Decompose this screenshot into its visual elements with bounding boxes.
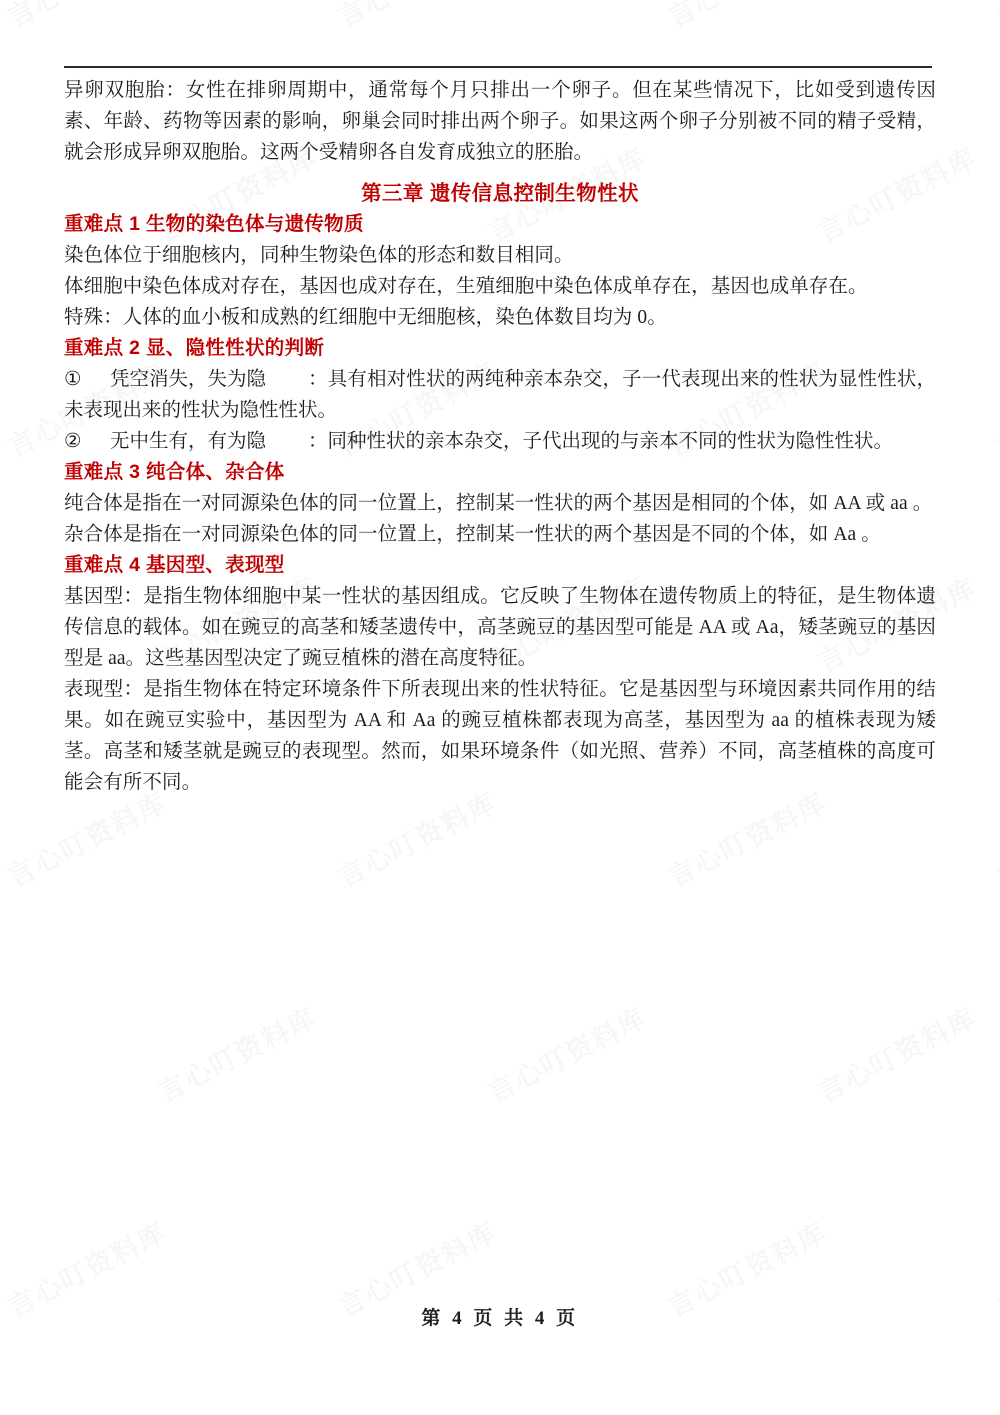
- list-item-lead: 凭空消失，失为隐: [110, 369, 267, 390]
- section-1-paragraph-2: 体细胞中染色体成对存在，基因也成对存在，生殖细胞中染色体成单存在，基因也成单存在。: [64, 276, 868, 297]
- section-heading-1: 重难点 1 生物的染色体与遗传物质: [64, 213, 364, 235]
- chapter-title: 第三章 遗传信息控制生物性状: [361, 182, 639, 205]
- watermark-text: [0, 0, 173, 35]
- header-rule: [64, 66, 932, 68]
- watermark-text: [330, 0, 503, 35]
- section-heading-3: 重难点 3 纯合体、杂合体: [64, 461, 285, 483]
- list-item: [64, 426, 936, 457]
- list-item: [64, 364, 936, 426]
- watermark-text: [660, 781, 833, 895]
- list-item-body: ：同种性状的亲本杂交，子代出现的与亲本不同的性状为隐性性状。: [308, 431, 894, 452]
- watermark-text: [810, 996, 983, 1110]
- watermark-text: [480, 996, 653, 1110]
- watermark-text: [150, 996, 323, 1110]
- watermark-text: [330, 781, 503, 895]
- watermark-text: [660, 0, 833, 35]
- list-item-lead: 无中生有，有为隐: [110, 431, 267, 452]
- section-1-paragraph-3: 特殊：人体的血小板和成熟的红细胞中无细胞核，染色体数目均为 0。: [64, 307, 667, 328]
- watermark-text: [990, 351, 1000, 465]
- list-marker: ②: [64, 431, 82, 452]
- section-heading-4: 重难点 4 基因型、表现型: [64, 554, 285, 576]
- intro-paragraph: 异卵双胞胎：女性在排卵周期中，通常每个月只排出一个卵子。但在某些情况下，比如受到遗传因素、年龄、药物等因素的影响，卵巢会同时排出两个卵子。如果这两个卵子分别被不同的精子受精，就会形成异卵双胞胎。这两个受精卵各自发育成独立的胚胎。: [64, 80, 936, 163]
- section-heading-2: 重难点 2 显、隐性性状的判断: [64, 337, 325, 359]
- section-3-paragraph-1: 纯合体是指在一对同源染色体的同一位置上，控制某一性状的两个基因是相同的个体，如 AA 或 aa 。: [64, 493, 933, 514]
- section-4-paragraph-2: 表现型：是指生物体在特定环境条件下所表现出来的性状特征。它是基因型与环境因素共同作用的结果。如在豌豆实验中，基因型为 AA 和 Aa 的豌豆植株都表现为高茎，基因型为 aa 的植株表现为矮茎。高茎和矮茎就是豌豆的表现型。然而，如果环境条件（如光照、营养）不同，高茎植株的高度可能会有所不同。: [64, 679, 936, 793]
- watermark-text: [990, 781, 1000, 895]
- document-body: [64, 75, 936, 798]
- section-4-paragraph-1: 基因型：是指生物体细胞中某一性状的基因组成。它反映了生物体在遗传物质上的特征，是生物体遗传信息的载体。如在豌豆的高茎和矮茎遗传中，高茎豌豆的基因型可能是 AA 或 Aa，矮茎豌豆的基因型是 aa。这些基因型决定了豌豆植株的潜在高度特征。: [64, 586, 936, 669]
- section-3-paragraph-2: 杂合体是指在一对同源染色体的同一位置上，控制某一性状的两个基因是不同的个体，如 Aa 。: [64, 524, 881, 545]
- page-footer: 第 4 页 共 4 页: [421, 1308, 579, 1329]
- watermark-text: [990, 0, 1000, 35]
- list-item-body: ：具有相对性状的两纯种亲本杂交，子一代表现出来的性状为显性性状，未表现出来的性状为隐性性状。: [64, 369, 936, 421]
- list-marker: ①: [64, 369, 82, 390]
- watermark-text: [0, 781, 173, 895]
- section-1-paragraph-1: 染色体位于细胞核内，同种生物染色体的形态和数目相同。: [64, 245, 574, 266]
